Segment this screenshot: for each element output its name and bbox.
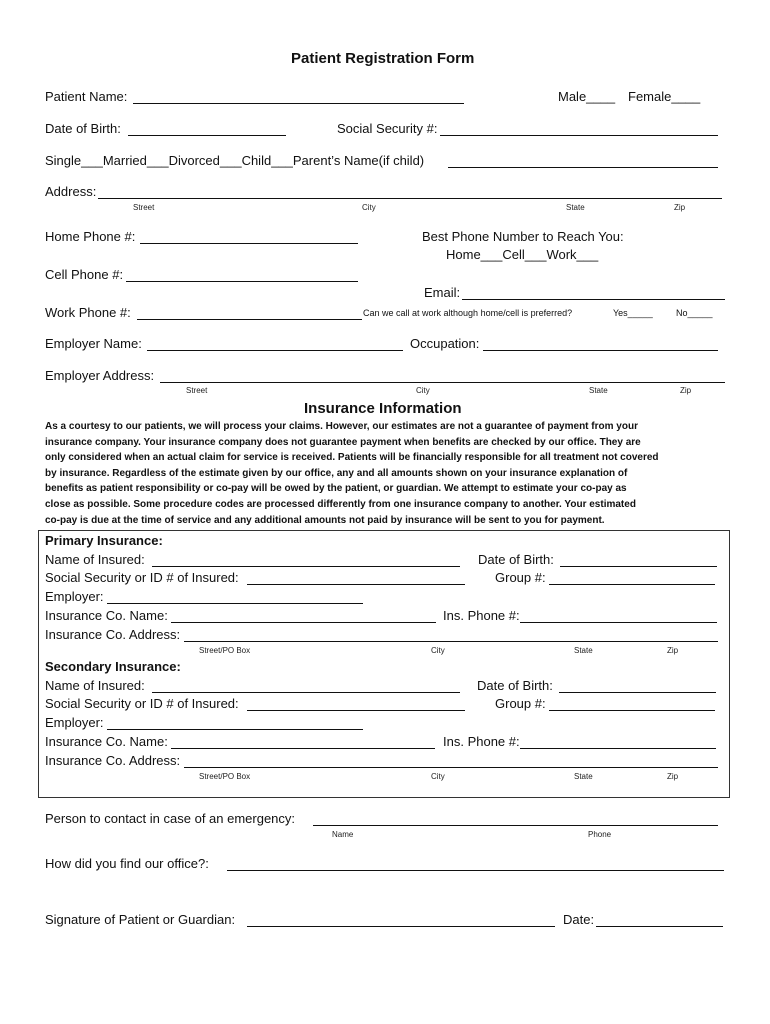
call-at-work-no[interactable]: No_____ [676, 308, 713, 318]
work-phone-label: Work Phone #: [45, 305, 131, 320]
ssn-label: Social Security #: [337, 121, 438, 136]
address-state-caption: State [566, 203, 585, 212]
primary-dob-field[interactable] [560, 566, 717, 567]
insurance-disclaimer [45, 419, 725, 528]
disclaimer-line: co-pay is due at the time of service and any additional amounts not paid by insurance will be sent to you for payment. [45, 514, 605, 526]
secondary-street-caption: Street/PO Box [199, 772, 251, 781]
dob-field[interactable] [128, 135, 286, 136]
primary-ssn-field[interactable] [247, 584, 465, 585]
secondary-group-field[interactable] [549, 710, 715, 711]
employer-address-label: Employer Address: [45, 368, 155, 383]
secondary-ins-phone-field[interactable] [520, 748, 716, 749]
cell-phone-label: Cell Phone #: [45, 267, 124, 282]
address-zip-caption: Zip [674, 203, 686, 212]
primary-name-of-insured-label: Name of Insured: [45, 552, 145, 567]
employer-city-caption: City [416, 386, 430, 395]
call-at-work-yes[interactable]: Yes_____ [613, 308, 653, 318]
patient-name-label: Patient Name: [45, 89, 128, 104]
occupation-label: Occupation: [410, 336, 480, 351]
primary-insurance-heading: Primary Insurance: [45, 533, 163, 548]
disclaimer-line: benefits as patient responsibility or co-pay will be owed by the patient, or guardian. We attempt to estimate your co-pay as [45, 483, 627, 495]
address-street-caption: Street [133, 203, 155, 212]
disclaimer-line: close as possible. Some procedure codes are processed differently from one insurance company to another. Your estimated [45, 498, 636, 510]
secondary-employer-field[interactable] [107, 729, 363, 730]
disclaimer-line: by insurance. Regardless of the estimate given by our office, any and all amounts shown on your insurance explanation of [45, 467, 628, 479]
primary-ssn-label: Social Security or ID # of Insured: [45, 570, 239, 585]
primary-group-field[interactable] [549, 584, 715, 585]
primary-street-caption: Street/PO Box [199, 646, 251, 655]
date-label: Date: [563, 912, 595, 927]
occupation-field[interactable] [483, 350, 718, 351]
secondary-employer-label: Employer: [45, 715, 104, 730]
secondary-co-address-field[interactable] [184, 767, 718, 768]
secondary-insurance-heading: Secondary Insurance: [45, 659, 181, 674]
primary-employer-label: Employer: [45, 589, 104, 604]
address-label: Address: [45, 184, 97, 199]
best-phone-options[interactable]: Home___Cell___Work___ [446, 247, 599, 262]
address-field[interactable] [98, 198, 722, 199]
primary-ins-phone-field[interactable] [520, 622, 717, 623]
signature-label: Signature of Patient or Guardian: [45, 912, 236, 927]
primary-ins-phone-label: Ins. Phone #: [443, 608, 520, 623]
dob-label: Date of Birth: [45, 121, 121, 136]
employer-address-field[interactable] [160, 382, 725, 383]
secondary-ssn-label: Social Security or ID # of Insured: [45, 696, 239, 711]
employer-name-label: Employer Name: [45, 336, 142, 351]
primary-group-label: Group #: [495, 570, 546, 585]
email-label: Email: [424, 285, 461, 300]
secondary-dob-field[interactable] [559, 692, 716, 693]
date-field[interactable] [596, 926, 723, 927]
primary-co-address-field[interactable] [184, 641, 718, 642]
disclaimer-line: only considered when an actual claim for service is received. Patients will be financially responsible for all treatment not covered [45, 452, 659, 464]
female-option[interactable]: Female____ [628, 89, 701, 104]
male-option[interactable]: Male____ [558, 89, 616, 104]
primary-state-caption: State [574, 646, 593, 655]
referral-label: How did you find our office?: [45, 856, 209, 871]
secondary-city-caption: City [431, 772, 445, 781]
secondary-co-address-label: Insurance Co. Address: [45, 753, 181, 768]
best-phone-label: Best Phone Number to Reach You: [422, 229, 624, 244]
emergency-name-caption: Name [332, 830, 354, 839]
employer-zip-caption: Zip [680, 386, 692, 395]
emergency-contact-label: Person to contact in case of an emergency: [45, 811, 296, 826]
secondary-state-caption: State [574, 772, 593, 781]
employer-street-caption: Street [186, 386, 208, 395]
emergency-phone-caption: Phone [588, 830, 612, 839]
secondary-co-name-label: Insurance Co. Name: [45, 734, 168, 749]
primary-dob-label: Date of Birth: [478, 552, 554, 567]
referral-field[interactable] [227, 870, 724, 871]
employer-name-field[interactable] [147, 350, 403, 351]
patient-name-field[interactable] [133, 103, 464, 104]
secondary-ins-phone-label: Ins. Phone #: [443, 734, 520, 749]
disclaimer-line: insurance company. Your insurance company does not guarantee payment when benefits are checked by our office. They are [45, 436, 641, 448]
ssn-field[interactable] [440, 135, 718, 136]
secondary-group-label: Group #: [495, 696, 546, 711]
secondary-co-name-field[interactable] [171, 748, 435, 749]
secondary-dob-label: Date of Birth: [477, 678, 553, 693]
primary-co-address-label: Insurance Co. Address: [45, 627, 181, 642]
parent-name-field[interactable] [448, 167, 718, 168]
primary-co-name-label: Insurance Co. Name: [45, 608, 168, 623]
cell-phone-field[interactable] [126, 281, 358, 282]
page-title: Patient Registration Form [291, 50, 475, 67]
employer-state-caption: State [589, 386, 608, 395]
marital-status-options[interactable]: Single___Married___Divorced___Child___Parent’s Name(if child) [45, 153, 425, 168]
primary-zip-caption: Zip [667, 646, 679, 655]
home-phone-field[interactable] [140, 243, 358, 244]
secondary-name-of-insured-field[interactable] [152, 692, 460, 693]
work-phone-field[interactable] [137, 319, 362, 320]
secondary-zip-caption: Zip [667, 772, 679, 781]
address-city-caption: City [362, 203, 376, 212]
primary-co-name-field[interactable] [171, 622, 436, 623]
secondary-name-of-insured-label: Name of Insured: [45, 678, 145, 693]
secondary-ssn-field[interactable] [247, 710, 465, 711]
home-phone-label: Home Phone #: [45, 229, 136, 244]
email-field[interactable] [462, 299, 725, 300]
primary-city-caption: City [431, 646, 445, 655]
signature-field[interactable] [247, 926, 555, 927]
primary-name-of-insured-field[interactable] [152, 566, 460, 567]
emergency-contact-field[interactable] [313, 825, 718, 826]
call-at-work-question: Can we call at work although home/cell is preferred? [363, 308, 573, 318]
disclaimer-line: As a courtesy to our patients, we will process your claims. However, our estimates are not a guarantee of payment from your [45, 421, 638, 432]
insurance-heading: Insurance Information [304, 400, 462, 417]
primary-employer-field[interactable] [107, 603, 363, 604]
